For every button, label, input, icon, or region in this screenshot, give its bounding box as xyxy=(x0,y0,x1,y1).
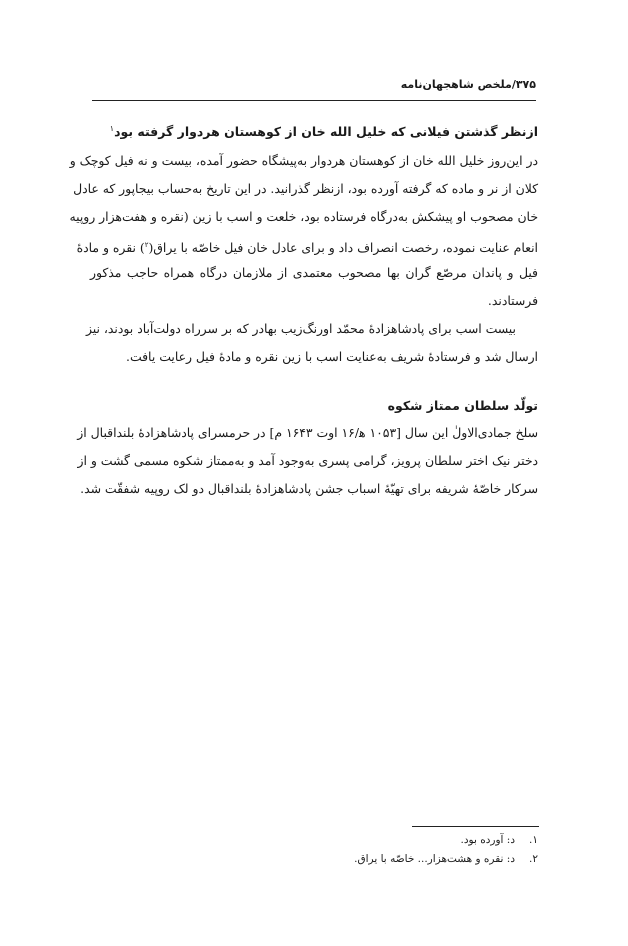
paragraph-line: سلخ جمادی‌الاولٰ این سال [۱۰۵۳ ه‍/۱۶ اوت ۱۶۴۳ م] در حرمسرای پادشاهزادهٔ بلنداقبال از xyxy=(77,425,538,440)
paragraph-line: ارسال شد و فرستادهٔ شریف به‌عنایت اسب با زین نقره و مادهٔ فیل رعایت یافت. xyxy=(126,349,538,364)
paragraph-line: فیل و پاندان مرصّع گران بها مصحوب معتمدی از ملازمان درگاه همراه حاجب مذکور xyxy=(90,265,538,280)
running-header: ۳۷۵/ملخص شاهجهان‌نامه xyxy=(400,78,536,91)
header-rule xyxy=(92,100,536,101)
line-tail: ) نقره و مادهٔ xyxy=(76,240,145,256)
paragraph-line: انعام عنایت نموده، رخصت انصراف داد و برای عادل خان فیل خاصّه با یراق($^۲$) نقره و مادهٔ xyxy=(76,240,538,256)
section-heading: تولّد سلطان ممتاز شکوه xyxy=(387,398,538,413)
footnote-number: ۱. xyxy=(529,834,538,846)
footnote-number: ۲. xyxy=(529,853,538,865)
section-heading xyxy=(110,124,538,139)
paragraph-line: دختر نیک اختر سلطان پرویز، گرامی پسری به‌وجود آمد و به‌ممتاز شکوه مسمی گشت و از xyxy=(77,453,538,468)
paragraph-line: سرکار خاصّهٔ شریفه برای تهیّهٔ اسباب جشن پادشاهزادهٔ بلنداقبال دو لک روپیه شفقّت شد. xyxy=(80,481,538,496)
footnote-text: د: نقره و هشت‌هزار... خاصّه با یراق. xyxy=(354,853,516,865)
paragraph-line: فرستادند. xyxy=(487,293,538,308)
paragraph-line: خان مصحوب او پیشکش به‌درگاه فرستاده بود، خلعت و اسب با زین (نقره و هفت‌هزار روپیه xyxy=(69,209,538,224)
footnote-text: د: آورده بود. xyxy=(460,834,516,846)
footnote xyxy=(461,832,538,848)
footnote-rule xyxy=(412,826,539,827)
paragraph-line: در این‌روز خلیل الله خان از کوهستان هردوار به‌پیشگاه حضور آمده، بیست و نه فیل کوچک و xyxy=(69,153,538,168)
line-text: انعام عنایت نموده، رخصت انصراف داد و برای عادل خان فیل خاصّه با یراق xyxy=(153,240,538,256)
footnote xyxy=(354,851,538,867)
footnote-marker: ۱ xyxy=(109,124,115,133)
section-heading-text: ازنظر گذشتن فیلانی که خلیل الله خان از کوهستان هردوار گرفته بود xyxy=(114,124,538,140)
paragraph-line: کلان از نر و ماده که گرفته آورده بود، ازنظر گذرانید. در این تاریخ به‌حساب بیجاپور که عادل xyxy=(73,181,538,196)
footnote-marker: ۲ xyxy=(144,241,149,249)
paragraph-line: بیست اسب برای پادشاهزادهٔ محمّد اورنگ‌زیب بهادر که بر سرراه دولت‌آباد بودند، نیز xyxy=(85,321,516,336)
